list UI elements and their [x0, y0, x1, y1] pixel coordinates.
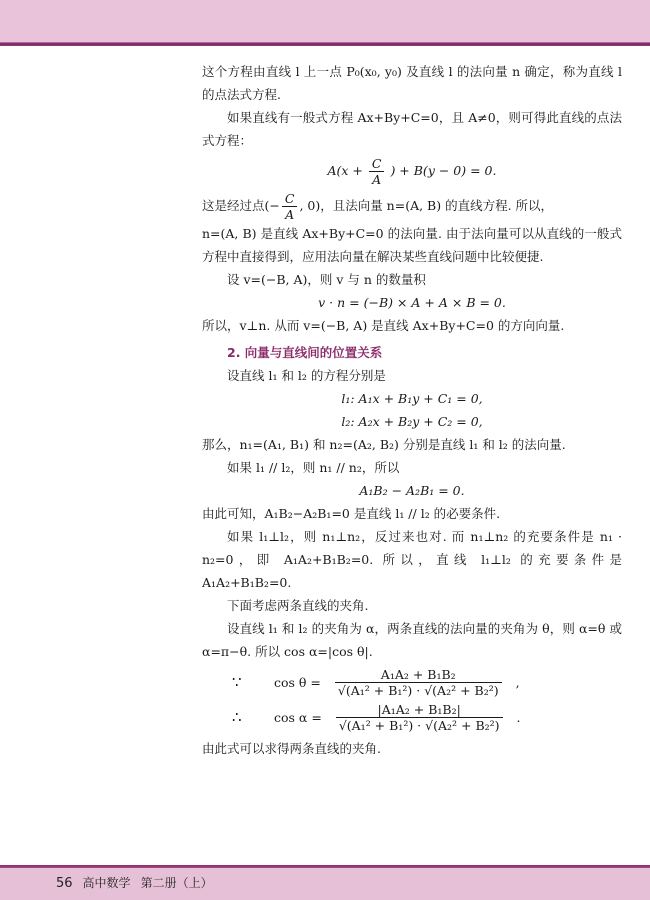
- equation-right: ) + B(y − 0) = 0.: [390, 163, 497, 178]
- paragraph-general-form: 如果直线有一般式方程 Ax+By+C=0，且 A≠0，则可得此直线的点法式方程：: [202, 110, 622, 148]
- paragraph-necessary-condition: 由此可知，A₁B₂−A₂B₁=0 是直线 l₁ // l₂ 的必要条件.: [202, 506, 501, 521]
- equation-line-1: l₁: A₁x + B₁y + C₁ = 0,: [341, 391, 483, 406]
- equation-cos-theta: ∵ cos θ = $\frac{\text{A₁A₂ + B₁B₂}}{\text{√(A₁² + B₁²) · √(A₂² + B₂²)}}$ ,: [232, 667, 520, 698]
- fraction-c-over-a: $\frac{C}{A}$: [369, 156, 385, 187]
- paragraph-parallel: 如果 l₁ // l₂，则 n₁ // n₂，所以: [227, 460, 400, 475]
- paragraph-point-normal-definition: 这个方程由直线 l 上一点 P₀(x₀, y₀) 及直线 l 的法向量 n 确定，称为直线 l 的点法式方程.: [202, 64, 622, 102]
- because-symbol: ∵: [232, 673, 242, 691]
- page-content: [202, 60, 622, 760]
- header-band: [0, 0, 650, 42]
- paragraph-conclusion: 由此式可以求得两条直线的夹角.: [202, 741, 381, 756]
- equation-left: A(x +: [327, 163, 363, 178]
- paragraph-angle-definition: 设直线 l₁ 和 l₂ 的夹角为 α，两条直线的法向量的夹角为 θ，则 α=θ 或 α=π−θ. 所以 cos α=|cos θ|.: [202, 621, 622, 659]
- paragraph-normal-vector: n=(A, B) 是直线 Ax+By+C=0 的法向量. 由于法向量可以从直线的一般式方程中直接得到，应用法向量在解决某些直线问题中比较便捷.: [202, 226, 622, 264]
- equation-dot-product: v · n = (−B) × A + A × B = 0.: [318, 295, 506, 310]
- equation-line-2: l₂: A₂x + B₂y + C₂ = 0,: [341, 414, 483, 429]
- paragraph-define-v: 设 v=(−B, A)，则 v 与 n 的数量积: [227, 272, 426, 287]
- fraction-c-over-a-2: $\frac{C}{A}$: [282, 191, 298, 222]
- equation-point-normal: [202, 156, 622, 187]
- paragraph-perpendicular: 如果 l₁⊥l₂，则 n₁⊥n₂，反过来也对. 而 n₁⊥n₂ 的充要条件是 n₁ · n₂=0，即 A₁A₂+B₁B₂=0. 所以，直线 l₁⊥l₂ 的充要条件是 A₁A₂+B₁B₂=0.: [202, 529, 622, 590]
- paragraph-passing-point: 这是经过点(− $\frac{C}{A}$ , 0)，且法向量 n=(A, B) 的直线方程. 所以，: [202, 191, 554, 222]
- book-volume: 第二册（上）: [140, 876, 213, 890]
- header-rule: [0, 42, 650, 46]
- page-number: 56: [56, 876, 73, 891]
- paragraph-angle-intro: 下面考虑两条直线的夹角.: [227, 598, 369, 613]
- page-footer: [56, 874, 213, 891]
- book-title: 高中数学: [82, 876, 131, 890]
- therefore-symbol: ∴: [232, 708, 242, 726]
- fraction-cos-alpha: $\frac{\text{|A₁A₂ + B₁B₂|}}{\text{√(A₁² + B₁²) · √(A₂² + B₂²)}}$: [336, 702, 503, 733]
- paragraph-normal-vectors: 那么，n₁=(A₁, B₁) 和 n₂=(A₂, B₂) 分别是直线 l₁ 和 l₂ 的法向量.: [202, 437, 566, 452]
- section-heading: 2. 向量与直线间的位置关系: [227, 345, 383, 360]
- equation-cos-alpha: ∴ cos α = $\frac{\text{|A₁A₂ + B₁B₂|}}{\text{√(A₁² + B₁²) · √(A₂² + B₂²)}}$ .: [232, 702, 521, 733]
- paragraph-two-lines: 设直线 l₁ 和 l₂ 的方程分别是: [227, 368, 386, 383]
- equation-parallel-condition: A₁B₂ − A₂B₁ = 0.: [359, 483, 465, 498]
- fraction-cos-theta: $\frac{\text{A₁A₂ + B₁B₂}}{\text{√(A₁² + B₁²) · √(A₂² + B₂²)}}$: [335, 667, 502, 698]
- paragraph-direction-vector: 所以，v⊥n. 从而 v=(−B, A) 是直线 Ax+By+C=0 的方向向量.: [202, 318, 565, 333]
